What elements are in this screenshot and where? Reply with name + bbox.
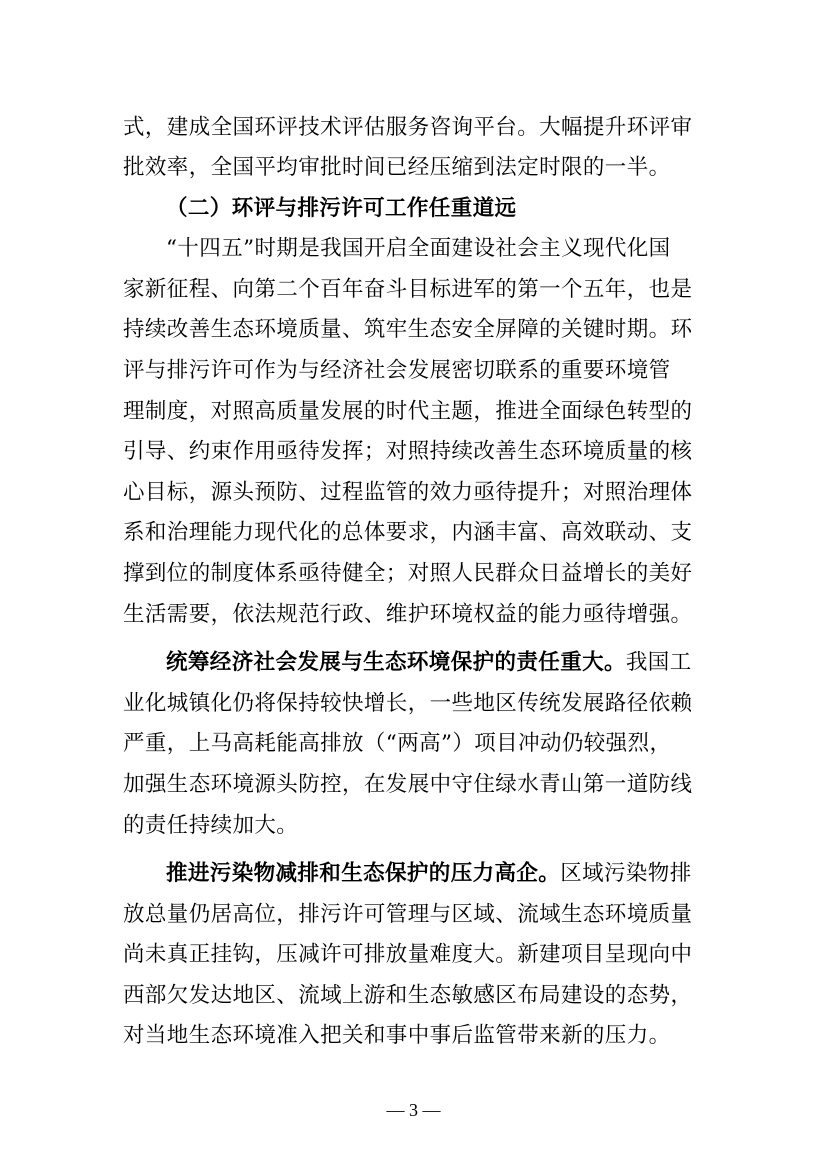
- body-text-line: 严重，上马高耗能高排放（“两高”）项目冲动仍较强烈，: [123, 731, 672, 756]
- body-text-line: 尚未真正挂钩，压减许可排放量难度大。新建项目呈现向中: [123, 942, 693, 967]
- paragraph-lead-line: [166, 859, 692, 889]
- bold-lead-phrase: 统筹经济社会发展与生态环境保护的责任重大。: [166, 650, 626, 675]
- body-text-line: 理制度，对照高质量发展的时代主题，推进全面绿色转型的: [123, 399, 693, 424]
- body-text-line: 撑到位的制度体系亟待健全；对照人民群众日益增长的美好: [123, 561, 693, 586]
- body-text-line: 心目标，源头预防、过程监管的效力亟待提升；对照治理体: [123, 480, 693, 505]
- lead-line-rest: 区域污染物排: [560, 861, 692, 886]
- lead-line-rest: 我国工: [625, 650, 692, 675]
- body-text-line: 加强生态环境源头防控，在发展中守住绿水青山第一道防线: [123, 772, 693, 797]
- body-text-line: 持续改善生态环境质量、筑牢生态安全屏障的关键时期。环: [123, 317, 693, 342]
- body-text-line: 评与排污许可作为与经济社会发展密切联系的重要环境管: [123, 358, 671, 383]
- page-number: — 3 —: [386, 1100, 441, 1120]
- body-text-line: 西部欠发达地区、流域上游和生态敏感区布局建设的态势，: [123, 983, 693, 1008]
- body-text-line: 放总量仍居高位，排污许可管理与区域、流域生态环境质量: [123, 902, 693, 927]
- bold-lead-phrase: 推进污染物减排和生态保护的压力高企。: [166, 861, 561, 886]
- body-text-line: 引导、约束作用亟待发挥；对照持续改善生态环境质量的核: [123, 439, 693, 464]
- body-text-line: 的责任持续加大。: [123, 813, 299, 838]
- section-heading: （二）环评与排污许可工作任重道远: [166, 196, 517, 221]
- body-text-line: 业化城镇化仍将保持较快增长，一些地区传统发展路径依赖: [123, 691, 693, 716]
- body-text-line: 生活需要，依法规范行政、维护环境权益的能力亟待增强。: [123, 602, 693, 627]
- body-text-line: 系和治理能力现代化的总体要求，内涵丰富、高效联动、支: [123, 520, 693, 545]
- body-text-line: 批效率，全国平均审批时间已经压缩到法定时限的一半。: [123, 155, 671, 180]
- body-text-line: 式，建成全国环评技术评估服务咨询平台。大幅提升环评审: [123, 115, 693, 140]
- body-text-line: “十四五”时期是我国开启全面建设社会主义现代化国: [166, 236, 671, 261]
- body-text-line: 家新征程、向第二个百年奋斗目标进军的第一个五年，也是: [123, 277, 693, 302]
- body-text-line: 对当地生态环境准入把关和事中事后监管带来新的压力。: [123, 1023, 671, 1048]
- paragraph-lead-line: [166, 648, 692, 678]
